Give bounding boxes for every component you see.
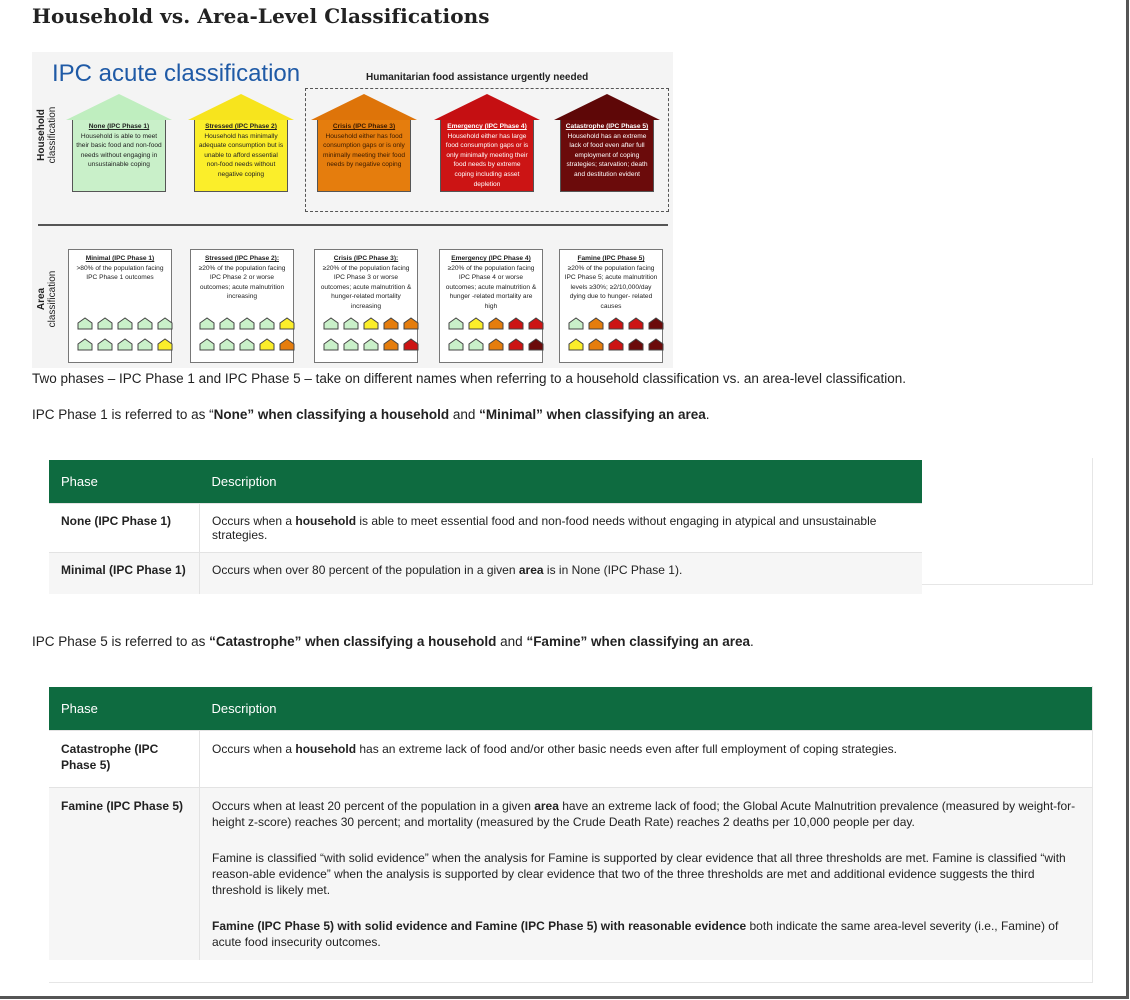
house-body [560,120,654,192]
classification-divider [38,224,668,226]
area-phase-2-box [190,249,294,363]
phase5-sentence [32,634,754,649]
famine-paragraph-3 [212,918,1080,950]
area-label-line2: classification [47,270,58,328]
mini-house-icon [137,338,153,350]
mini-house-icon [628,317,644,329]
area-house-row [448,338,544,350]
table-row [49,731,1092,788]
mini-house-icon [403,317,419,329]
mini-house-icon [628,338,644,350]
mini-house-icon [279,338,295,350]
p1-pre: Occurs when at least 20 percent of the population in a given [212,799,535,813]
area-phase-title: Famine (IPC Phase 5) [577,255,645,262]
area-house-row [199,317,295,329]
area-phase-4-box [439,249,543,363]
mini-house-icon [343,317,359,329]
mini-house-icon [117,317,133,329]
house-body [440,120,534,192]
description-post: is able to meet essential food and non-food needs without engaging in atypical and unsustainable strategies. [212,514,877,542]
mini-house-icon [488,317,504,329]
household-label-line1: Household [36,109,47,161]
house-roof [188,94,294,120]
area-house-row [568,317,664,329]
mini-house-icon [323,338,339,350]
mini-house-icon [468,317,484,329]
phase-cell [49,788,200,961]
area-house-row [568,338,664,350]
description-cell [200,504,923,553]
phase-cell-text: Famine (IPC Phase 5) [61,799,184,813]
table-row [49,553,922,595]
mini-house-icon [608,317,624,329]
phase-cell [49,731,200,788]
area-label-line1: Area [36,287,47,311]
ipc-infographic [32,52,673,368]
area-phase-description: ≥20% of the population facing IPC Phase 4 or worse outcomes; acute malnutrition & hunger -related mortality are high [445,264,537,310]
area-house-row [448,317,544,329]
mini-house-icon [508,338,524,350]
mini-house-icon [588,338,604,350]
area-phase-title: Minimal (IPC Phase 1) [85,255,155,262]
mini-house-icon [199,317,215,329]
mini-house-icon [279,317,295,329]
household-phase-4-house [434,94,540,192]
house-body [317,120,411,192]
assistance-banner: Humanitarian food assistance urgently needed [366,72,589,83]
area-phase-5-box [559,249,663,363]
table-header-row [49,460,922,504]
mini-house-icon [97,338,113,350]
mini-house-icon [77,338,93,350]
mini-house-icon [137,317,153,329]
household-phase-title: Catastrophe (IPC Phase 5) [565,123,649,130]
description-cell [200,553,923,595]
description-pre: Occurs when over 80 percent of the population in a given [212,563,519,577]
area-phase-3-box [314,249,418,363]
description-cell [200,788,1093,961]
p1-bold: area [534,799,559,813]
famine-paragraph-1 [212,798,1080,830]
description-post: has an extreme lack of food and/or other basic needs even after full employment of coping strategies. [356,742,898,756]
description-pre: Occurs when a [212,514,296,528]
household-phase-title: Crisis (IPC Phase 3) [332,123,396,130]
column-header-phase: Phase [49,460,200,504]
area-house-row [77,338,173,350]
mini-house-icon [588,317,604,329]
phase1-sentence [32,407,710,422]
mini-house-icon [383,338,399,350]
mini-house-icon [488,338,504,350]
household-phase-2-house [188,94,294,192]
house-roof [434,94,540,120]
area-phase-description: ≥20% of the population facing IPC Phase 2 or worse outcomes; acute malnutrition increasing [198,264,286,301]
mini-house-icon [219,317,235,329]
phase5-text-d: “Famine” when classifying an area [526,634,751,649]
mini-house-icon [219,338,235,350]
house-roof [66,94,172,120]
area-phase-description: ≥20% of the population facing IPC Phase 5; acute malnutrition levels ≥30%; ≥2/10,000/day dying due to hunger- related causes [564,264,658,310]
area-phase-description: >80% of the population facing IPC Phase 1 outcomes [76,264,164,282]
mini-house-icon [608,338,624,350]
mini-house-icon [157,317,173,329]
mini-house-icon [648,338,664,350]
table-row [49,504,922,553]
mini-house-icon [97,317,113,329]
household-phase-description: Household either has food consumption gaps or is only minimally meeting their food needs by negative coping [322,132,406,169]
description-bold: area [518,563,544,577]
household-phase-description: Household is able to meet their basic food and non-food needs without engaging in unsustainable coping [76,132,162,169]
phase-cell-text: Catastrophe (IPC Phase 5) [61,742,159,772]
table-row [49,788,1092,961]
phase5-text-a: IPC Phase 5 is referred to as [32,634,210,649]
mini-house-icon [528,317,544,329]
household-phase-description: Household has minimally adequate consumption but is unable to afford essential non-food needs without negative coping [198,132,284,178]
phase1-text-d: “Minimal” when classifying an area [479,407,706,422]
mini-house-icon [363,317,379,329]
mini-house-icon [239,317,255,329]
phase1-text-e: . [705,407,710,422]
mini-house-icon [77,317,93,329]
area-house-row [77,317,173,329]
column-header-phase: Phase [49,687,200,731]
infographic-title: IPC acute classification [52,60,301,87]
phase-cell: Minimal (IPC Phase 1) [49,553,200,595]
household-phase-title: Stressed (IPC Phase 2) [205,123,277,130]
phase5-text-c: and [496,634,527,649]
phase5-text-e: . [750,634,754,649]
mini-house-icon [568,317,584,329]
description-bold: household [295,514,357,528]
mini-house-icon [528,338,544,350]
area-phase-title: Stressed (IPC Phase 2): [204,255,280,262]
phase1-text-c: and [449,407,480,422]
column-header-description: Description [200,460,923,504]
area-classification-label [36,254,58,344]
p3-post: both indicate the same area-level severity (i.e., Famine) of acute food insecurity outcomes. [212,919,1059,949]
mini-house-icon [343,338,359,350]
description-post: is in None (IPC Phase 1). [543,563,683,577]
mini-house-icon [117,338,133,350]
area-house-row [323,317,419,329]
mini-house-icon [383,317,399,329]
area-phase-description: ≥20% of the population facing IPC Phase 3 or worse outcomes; acute malnutrition & hunger-related mortality increasing [320,264,412,310]
household-phase-1-house [66,94,172,192]
household-phase-description: Household either has large food consumption gaps or is only minimally meeting their food needs by extreme coping including asset depletion [445,132,529,188]
household-phase-title: Emergency (IPC Phase 4) [447,123,527,130]
mini-house-icon [403,338,419,350]
phase1-table [49,460,922,594]
mini-house-icon [199,338,215,350]
house-body [194,120,288,192]
mini-house-icon [239,338,255,350]
mini-house-icon [323,317,339,329]
area-phase-title: Emergency (IPC Phase 4) [451,255,531,262]
mini-house-icon [157,338,173,350]
phase5-text-b: “Catastrophe” when classifying a household [209,634,497,649]
area-phase-title: Crisis (IPC Phase 3): [333,255,399,262]
mini-house-icon [259,317,275,329]
mini-house-icon [468,338,484,350]
area-phase-1-box [68,249,172,363]
phase1-text-b: None” when classifying a household [213,407,450,422]
description-pre: Occurs when a [212,742,296,756]
mini-house-icon [568,338,584,350]
p1-post: have an extreme lack of food; the Global Acute Malnutrition prevalence (measured by weight-for-height z-score) reaches 30 percent; and mortality (measured by the Crude Death Rate) reaches 2 deaths per 10,000 people per day. [212,799,1076,829]
mini-house-icon [448,317,464,329]
description-cell [200,731,1093,788]
mini-house-icon [259,338,275,350]
page-heading: Household vs. Area-Level Classifications [32,4,490,28]
house-roof [311,94,417,120]
household-phase-description: Household has an extreme lack of food even after full employment of coping strategies; starvation; death and destitution evident [566,132,648,178]
area-house-row [199,338,295,350]
table-header-row [49,687,1092,731]
mini-house-icon [508,317,524,329]
intro-paragraph: Two phases – IPC Phase 1 and IPC Phase 5 – take on different names when referring to a household classification vs. an area-level classification. [32,371,906,386]
phase1-text-a: IPC Phase 1 is referred to as “ [32,407,214,422]
mini-house-icon [363,338,379,350]
column-header-description: Description [200,687,1093,731]
household-phase-title: None (IPC Phase 1) [88,123,150,130]
famine-paragraph-2: Famine is classified “with solid evidence” when the analysis for Famine is supported by clear evidence that all three thresholds are met. Famine is classified “with reason-able evidence” when the analysis is supported by clear evidence that two of the three thresholds are met and additional evidence suggests the third threshold is likely met. [212,851,1066,897]
house-body [72,120,166,192]
household-classification-label [36,90,58,180]
mini-house-icon [648,317,664,329]
household-phase-5-house [554,94,660,192]
mini-house-icon [448,338,464,350]
description-bold: household [295,742,357,756]
house-roof [554,94,660,120]
household-phase-3-house [311,94,417,192]
phase-cell: None (IPC Phase 1) [49,504,200,553]
area-house-row [323,338,419,350]
household-label-line2: classification [47,106,58,164]
p3-bold: Famine (IPC Phase 5) with solid evidence and Famine (IPC Phase 5) with reasonable evidence [212,919,747,933]
phase5-table [49,687,1092,960]
